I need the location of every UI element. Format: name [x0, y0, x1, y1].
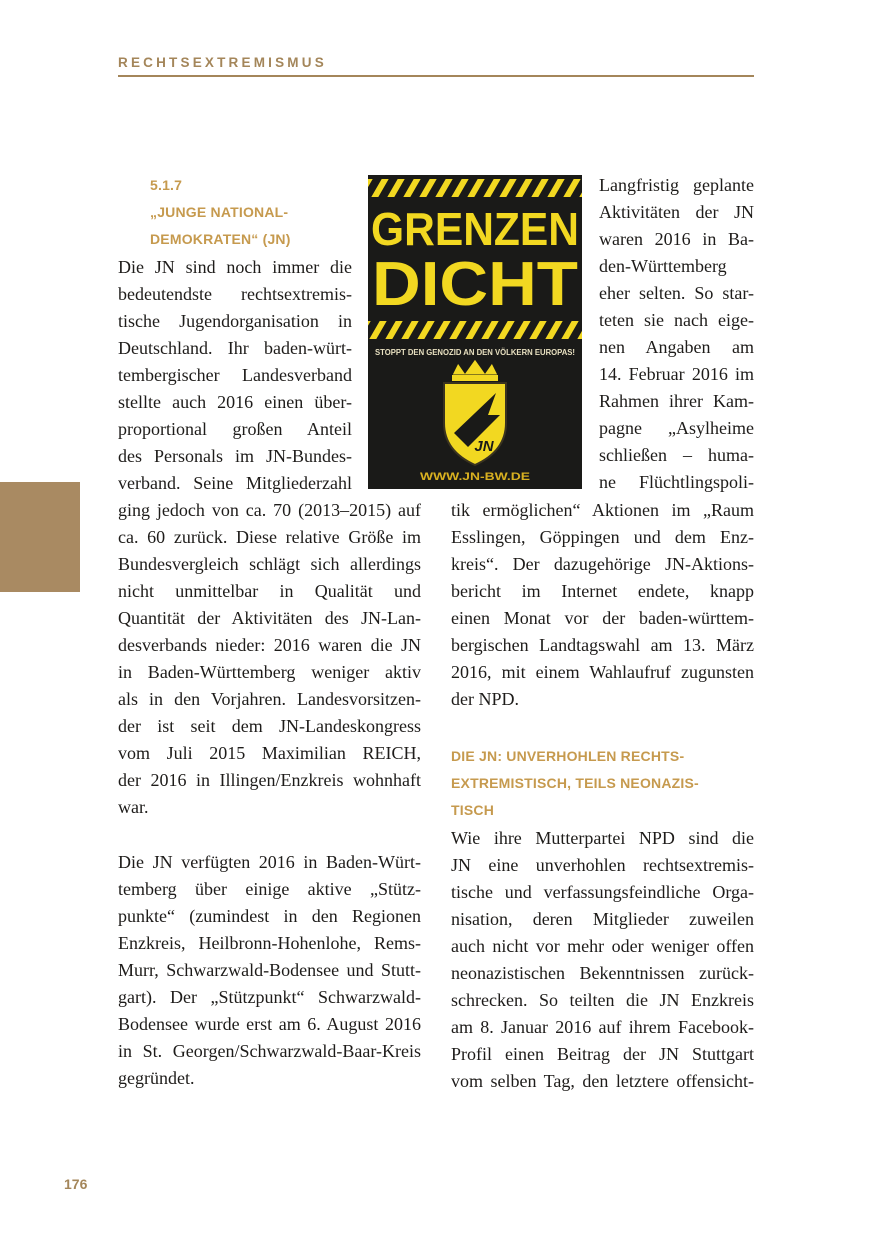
text-line: ca. 60 zurück. Diese relative Größe im	[118, 527, 421, 547]
text-line: des Personals im JN-Bundes-	[118, 446, 352, 466]
text-line: Deutschland. Ihr baden-würt-	[118, 338, 352, 358]
text-line: schließen – huma-	[599, 445, 754, 465]
text-line: nisation, deren Mitglieder zuweilen	[451, 909, 754, 929]
text-line: in St. Georgen/Schwarzwald-Baar-Kreis	[118, 1041, 421, 1061]
text-line: nen Angaben am	[599, 337, 754, 357]
subheading	[451, 743, 699, 824]
section-title-line: „JUNGE NATIONAL-	[150, 204, 289, 220]
text-line: waren 2016 in Ba-	[599, 229, 754, 249]
text-line: als in den Vorjahren. Landesvorsitzen-	[118, 689, 421, 709]
shield-logo-text: JN	[474, 438, 494, 455]
text-line: der 2016 in Illingen/Enzkreis wohnhaft	[118, 770, 421, 790]
text-line: 14. Februar 2016 im	[599, 364, 754, 384]
text-line: Rahmen ihrer Kam-	[599, 391, 754, 411]
text-line: stellte auch 2016 einen über-	[118, 392, 352, 412]
text-line: punkte“ (zumindest in den Regionen	[118, 906, 421, 926]
running-title: RECHTSEXTREMISMUS	[118, 55, 327, 70]
text-line: Langfristig geplante	[599, 175, 754, 195]
text-line: tische und verfassungsfeindliche Orga-	[451, 882, 754, 902]
text-line: tik ermöglichen“ Aktionen im „Raum	[451, 500, 754, 520]
grenzen-dicht-poster	[368, 175, 582, 489]
text-line: bedeutendste rechtsextremis-	[118, 284, 352, 304]
text-line: Enzkreis, Heilbronn-Hohenlohe, Rems-	[118, 933, 421, 953]
text-line: der ist seit dem JN-Landeskongress	[118, 716, 421, 736]
left-paragraph-1-narrow	[118, 254, 352, 497]
text-line: Die JN sind noch immer die	[118, 257, 352, 277]
right-paragraph-1-narrow	[599, 172, 754, 496]
text-line: JN eine unverhohlen rechtsextremis-	[451, 855, 754, 875]
text-line: Esslingen, Göppingen und dem Enz-	[451, 527, 754, 547]
poster-slogan: STOPPT DEN GENOZID AN DEN VÖLKERN EUROPAS!	[375, 348, 575, 357]
right-paragraph-2	[451, 825, 754, 1095]
text-line: schrecken. So teilten die JN Enzkreis	[451, 990, 754, 1010]
poster-url: WWW.JN-BW.DE	[420, 471, 530, 483]
text-line: Bodensee wurde erst am 6. August 2016	[118, 1014, 421, 1034]
text-line: kreis“. Der dazugehörige JN-Aktions-	[451, 554, 754, 574]
text-line: Quantität der Aktivitäten des JN-Lan-	[118, 608, 421, 628]
page-number: 176	[64, 1176, 88, 1192]
text-line: 2016, mit einem Wahlaufruf zugunsten	[451, 662, 754, 682]
hazard-stripe-bottom	[368, 321, 582, 339]
text-line: einen Monat vor der baden-württem-	[451, 608, 754, 628]
text-line: vom Juli 2015 Maximilian REICH,	[118, 743, 421, 763]
text-line: tembergischer Landesverband	[118, 365, 352, 385]
text-line: tische Jugendorganisation in	[118, 311, 352, 331]
text-line: Bundesvergleich schlägt sich allerdings	[118, 554, 421, 574]
text-line: vom selben Tag, den letztere offensicht-	[451, 1071, 754, 1091]
text-line: ging jedoch von ca. 70 (2013–2015) auf	[118, 500, 421, 520]
section-heading	[150, 172, 291, 253]
text-line: auch nicht vor mehr oder weniger offen	[451, 936, 754, 956]
text-line: nicht unmittelbar in Qualität und	[118, 581, 421, 601]
left-paragraph-2	[118, 849, 421, 1092]
text-line: gegründet.	[118, 1068, 195, 1088]
text-line: desverbands nieder: 2016 waren die JN	[118, 635, 421, 655]
text-line: gart). Der „Stützpunkt“ Schwarzwald-	[118, 987, 421, 1007]
chapter-side-tab	[0, 482, 80, 592]
text-line: teten sie nach eige-	[599, 310, 754, 330]
text-line: Wie ihre Mutterpartei NPD sind die	[451, 828, 754, 848]
text-line: Die JN verfügten 2016 in Baden-Würt-	[118, 852, 421, 872]
text-line: verband. Seine Mitgliederzahl	[118, 473, 352, 493]
text-line: eher selten. So star-	[599, 283, 754, 303]
header-rule	[118, 75, 754, 77]
text-line: den-Württemberg	[599, 256, 727, 276]
subheading-line: DIE JN: UNVERHOHLEN RECHTS-	[451, 748, 685, 764]
text-line: neonazistischen Bekenntnissen zurück-	[451, 963, 754, 983]
left-paragraph-1-wide	[118, 497, 421, 821]
text-line: pagne „Asylheime	[599, 418, 754, 438]
text-line: ne Flüchtlingspoli-	[599, 472, 754, 492]
text-line: proportional großen Anteil	[118, 419, 352, 439]
poster-title-line1: GRENZEN	[371, 203, 579, 255]
text-line: Aktivitäten der JN	[599, 202, 754, 222]
section-title-line: DEMOKRATEN“ (JN)	[150, 231, 291, 247]
text-line: bergischen Landtagswahl am 13. März	[451, 635, 754, 655]
text-line: temberg über einige aktive „Stütz-	[118, 879, 421, 899]
right-paragraph-1-wide	[451, 497, 754, 713]
hazard-stripe-top	[368, 179, 582, 197]
text-line: Profil einen Beitrag der JN Stuttgart	[451, 1044, 754, 1064]
text-line: bericht im Internet endete, knapp	[451, 581, 754, 601]
text-line: der NPD.	[451, 689, 519, 709]
text-line: Murr, Schwarzwald-Bodensee und Stutt-	[118, 960, 421, 980]
section-number: 5.1.7	[150, 177, 183, 193]
text-line: in Baden-Württemberg weniger aktiv	[118, 662, 421, 682]
subheading-line: TISCH	[451, 802, 494, 818]
text-line: am 8. Januar 2016 auf ihrem Facebook-	[451, 1017, 754, 1037]
poster-title-line2: DICHT	[372, 250, 579, 319]
text-line: war.	[118, 797, 149, 817]
subheading-line: EXTREMISTISCH, TEILS NEONAZIS-	[451, 775, 699, 791]
